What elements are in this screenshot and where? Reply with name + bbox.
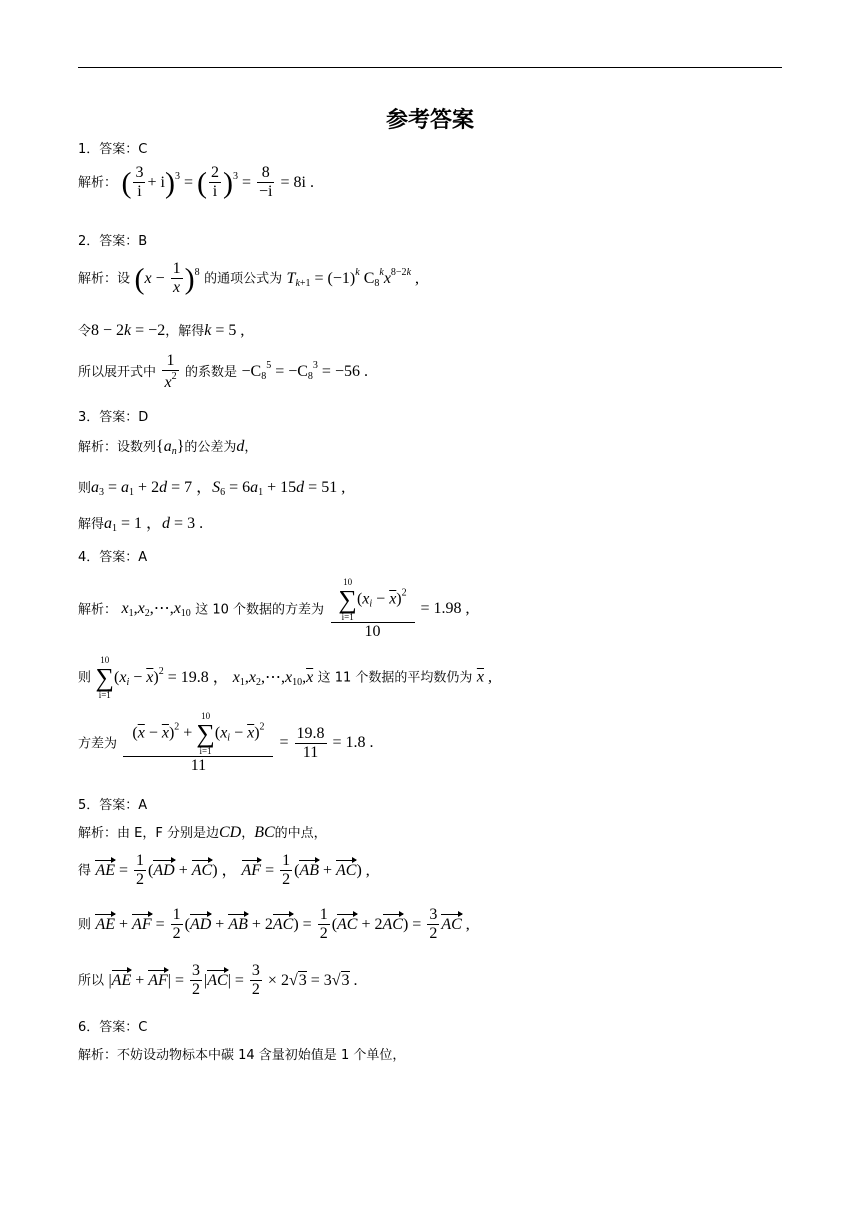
q5-solution-line4: 所以 |AE + AF| = $\frac{3}{2}$ |AC| = $\frac{3}{2}$ × 2√3 = 3√3 .	[78, 962, 358, 999]
q6-answer: 6．答案：C	[78, 1020, 148, 1035]
page-title: 参考答案	[385, 108, 474, 133]
q4-solution-line1: 解析： $x_1,x_2,\cdots,x_{10}$ 这 10 个数据的方差为 10 ∑ i=1 $(x_i - \overline{x})^2$ 10 = 1.98 ,	[78, 577, 470, 640]
q1-answer: 1．答案：C	[78, 142, 148, 157]
q2-solution-line2: 令8 − 2k = −2，解得k = 5 ,	[78, 322, 245, 339]
q4-solution-line2: 则 10 ∑ i=1 $(x_i - \overline{x})^2 = 19.8$ ， $x_1,x_2,\cdots,x_{10},\overline{x}$ 这 11 个数据的平均数仍为 $\overline{x}$ ,	[78, 655, 492, 700]
q3-answer: 3．答案：D	[78, 410, 149, 425]
q2-solution-line1: 解析：设 (x − $\frac{1}{x}$ )$^8$ 的通项公式为 $T_{k+1} = (-1)^k$ $C_8^kx^{8-2k}$ ,	[78, 260, 420, 297]
q3-solution-line3: 解得$a_1 = 1$ ，d = 3 .	[78, 515, 204, 534]
q5-answer: 5．答案：A	[78, 798, 148, 813]
q3-solution-line1: 解析：设数列$\{a_n\}$的公差为d，	[78, 438, 258, 457]
q6-solution-line1: 解析：不妨设动物标本中碳 14 含量初始值是 1 个单位，	[78, 1048, 406, 1063]
q4-solution-line3: 方差为 $(\overline{x} - \overline{x})^2$ + 10 ∑ i=1 $(x_i - \overline{x})^2$ 11 = $\frac{19.8}{11}$ = 1.8 .	[78, 711, 374, 774]
q2-solution-line3: 所以展开式中 $\frac{1}{x^2}$ 的系数是 $-C_8^5 = -C_8^3 = -56$ .	[78, 352, 368, 392]
q5-solution-line1: 解析：由 E，F 分别是边CD，BC的中点，	[78, 824, 327, 841]
header-rule	[78, 67, 782, 68]
q1-solution: 解析： ( $\frac{3}{i}$ + i)$^3$ = ( $\frac{2}{i}$ )$^3$ = $\frac{8}{-i}$ = 8i .	[78, 164, 314, 201]
q2-answer: 2．答案：B	[78, 234, 148, 249]
q4-answer: 4．答案：A	[78, 550, 148, 565]
q3-solution-line2: 则$a_3 = a_1 + 2d = 7$ ，$S_6 = 6a_1 + 15d = 51$ ,	[78, 479, 346, 498]
q5-solution-line2: 得 AE = $\frac{1}{2}$ (AD + AC) ， AF = $\frac{1}{2}$ (AB + AC) ,	[78, 852, 370, 889]
q5-solution-line3: 则 AE + AF = $\frac{1}{2}$ (AD + AB + 2AC) = $\frac{1}{2}$ (AC + 2AC) = $\frac{3}{2}$ AC ,	[78, 906, 470, 943]
solution-prefix: 解析：	[78, 175, 118, 191]
